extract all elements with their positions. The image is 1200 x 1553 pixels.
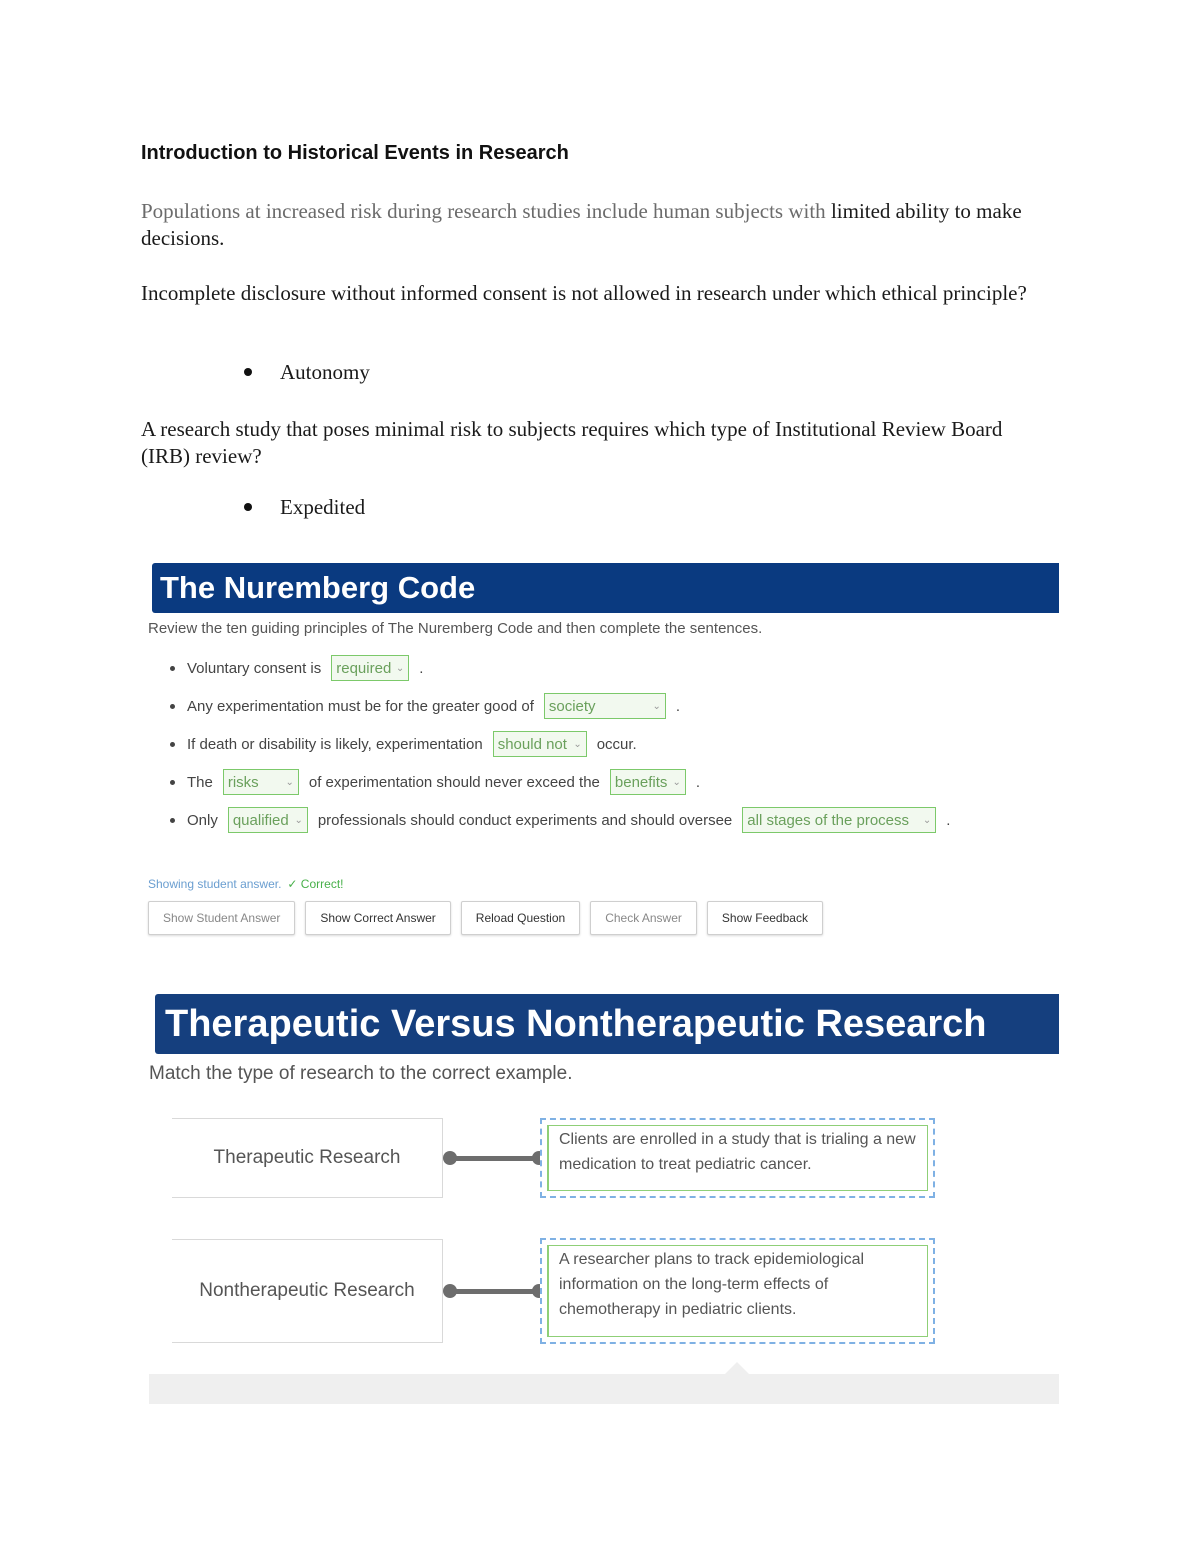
sentence-text: . <box>675 697 681 715</box>
chevron-down-icon: ⌄ <box>652 700 661 712</box>
feedback-bar <box>149 1374 1059 1404</box>
match-connector <box>450 1289 538 1294</box>
question-informed-consent: Incomplete disclosure without informed consent is not allowed in research under which ethical principle? <box>141 281 1027 305</box>
dropdown-value: all stages of the process <box>747 811 910 829</box>
bullet-icon <box>244 368 252 376</box>
show-feedback-button[interactable]: Show Feedback <box>707 901 823 935</box>
chevron-down-icon: ⌄ <box>672 776 681 788</box>
bullet-icon <box>170 742 175 747</box>
match-drop-zone[interactable] <box>540 1238 935 1344</box>
match-connector <box>450 1156 538 1161</box>
answer-expedited-text: Expedited <box>280 495 366 519</box>
dropdown-risks[interactable] <box>223 769 299 795</box>
dropdown-value: risks <box>227 773 259 791</box>
dropdown-benefits[interactable] <box>610 769 686 795</box>
dropdown-value: benefits <box>614 773 668 791</box>
status-label: Showing student answer. <box>148 877 282 891</box>
sentence-text: Only <box>187 811 218 829</box>
sentence-text: professionals should conduct experiments and should oversee <box>317 811 733 829</box>
sentence-text: Voluntary consent is <box>187 659 322 677</box>
match-right-card[interactable]: A researcher plans to track epidemiological information on the long-term effects of chemotherapy in pediatric clients. <box>547 1245 928 1337</box>
match-right-card[interactable]: Clients are enrolled in a study that is trialing a new medication to treat pediatric cancer. <box>547 1125 928 1191</box>
therapeutic-banner: Therapeutic Versus Nontherapeutic Research <box>155 994 1059 1054</box>
dropdown-value: society <box>548 697 596 715</box>
sentence-risks-benefits <box>170 768 704 796</box>
sentence-text: Any experimentation must be for the greater good of <box>187 697 534 715</box>
dropdown-stages[interactable] <box>742 807 936 833</box>
nuremberg-instructions: Review the ten guiding principles of The Nuremberg Code and then complete the sentences. <box>148 620 763 637</box>
sentence-text: of experimentation should never exceed the <box>308 773 600 791</box>
reload-question-button[interactable]: Reload Question <box>461 901 580 935</box>
sentence-death-disability <box>170 730 641 758</box>
document-title: Introduction to Historical Events in Research <box>141 142 569 164</box>
dropdown-should-occur[interactable] <box>493 731 587 757</box>
match-drop-zone[interactable] <box>540 1118 935 1198</box>
sentence-text: occur. <box>596 735 637 753</box>
dropdown-value: required <box>336 659 392 677</box>
chevron-down-icon: ⌄ <box>294 814 303 826</box>
show-student-answer-button[interactable]: Show Student Answer <box>148 901 295 935</box>
sentence-qualified <box>170 806 954 834</box>
paragraph-populations <box>141 198 1056 252</box>
answer-autonomy <box>244 360 370 385</box>
sentence-text: . <box>695 773 701 791</box>
bullet-icon <box>170 780 175 785</box>
feedback-notch <box>725 1362 749 1374</box>
bullet-icon <box>244 503 252 511</box>
question-button-row <box>148 901 823 935</box>
therapeutic-instructions: Match the type of research to the correct example. <box>149 1063 573 1084</box>
nuremberg-code-panel <box>148 563 1059 943</box>
question-irb-review: A research study that poses minimal risk to subjects requires which type of Institutional Review Board (IRB) review? <box>141 417 1003 468</box>
dropdown-value: qualified <box>232 811 289 829</box>
bullet-icon <box>170 666 175 671</box>
chevron-down-icon: ⌄ <box>395 662 405 674</box>
chevron-down-icon: ⌄ <box>573 738 582 750</box>
sentence-voluntary-consent <box>170 654 427 682</box>
chevron-down-icon: ⌄ <box>285 776 294 788</box>
sentence-text: The <box>187 773 213 791</box>
therapeutic-panel <box>149 994 1059 1404</box>
show-correct-answer-button[interactable]: Show Correct Answer <box>305 901 450 935</box>
bullet-icon <box>170 704 175 709</box>
status-correct: ✓ Correct! <box>287 877 344 891</box>
dropdown-consent[interactable] <box>331 655 409 681</box>
chevron-down-icon: ⌄ <box>922 814 932 826</box>
check-answer-button[interactable]: Check Answer <box>590 901 697 935</box>
answer-status <box>148 877 343 891</box>
answer-autonomy-text: Autonomy <box>280 360 370 384</box>
paragraph-populations-muted: Populations at increased risk during research studies include human subjects with <box>141 199 826 223</box>
sentence-text: . <box>946 811 951 829</box>
sentence-text: If death or disability is likely, experimentation <box>187 735 483 753</box>
dropdown-greater-good[interactable] <box>544 693 666 719</box>
match-left-nontherapeutic[interactable]: Nontherapeutic Research <box>172 1239 443 1343</box>
answer-expedited <box>244 495 365 520</box>
sentence-text: . <box>419 659 424 677</box>
match-left-therapeutic[interactable]: Therapeutic Research <box>172 1118 443 1198</box>
dropdown-qualified[interactable] <box>228 807 308 833</box>
bullet-icon <box>170 818 175 823</box>
dropdown-value: should not <box>497 735 567 753</box>
paragraph-populations-rest: limited ability to make decisions. <box>141 199 1022 250</box>
nuremberg-banner: The Nuremberg Code <box>152 563 1059 613</box>
sentence-greater-good <box>170 692 684 720</box>
